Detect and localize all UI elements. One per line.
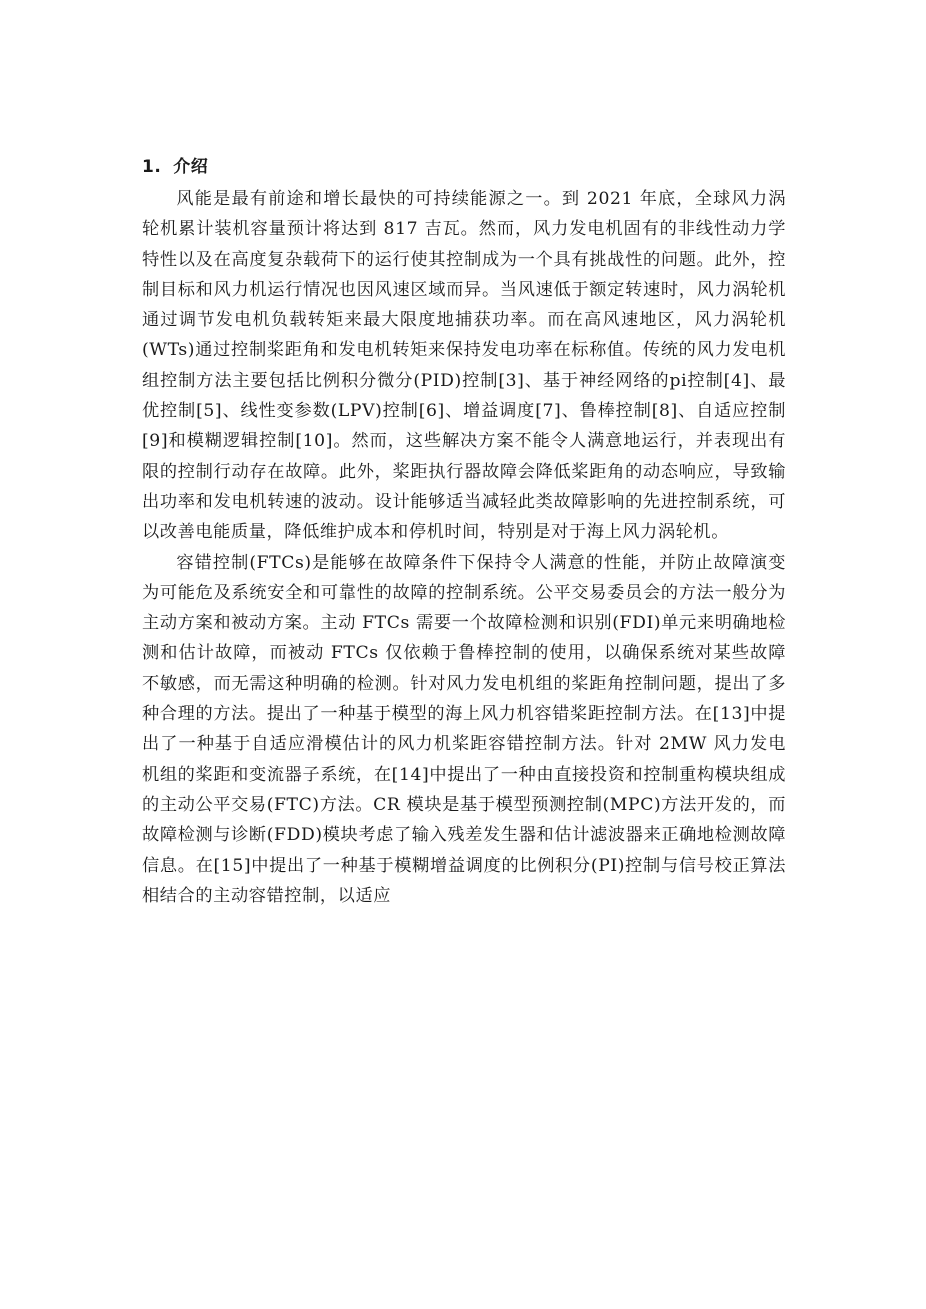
section-heading — [142, 150, 786, 184]
section-title: 介绍 — [173, 157, 209, 177]
paragraph-intro-wind-energy: 风能是最有前途和增长最快的可持续能源之一。到 2021 年底，全球风力涡轮机累计装机容量预计将达到 817 吉瓦。然而，风力发电机固有的非线性动力学特性以及在高度复杂载荷下的运行使其控制成为一个具有挑战性的问题。此外，控制目标和风力机运行情况也因风速区域而异。当风速低于额定转速时，风力涡轮机通过调节发电机负载转矩来最大限度地捕获功率。而在高风速地区，风力涡轮机(WTs)通过控制桨距角和发电机转矩来保持发电功率在标称值。传统的风力发电机组控制方法主要包括比例积分微分(PID)控制[3]、基于神经网络的pi控制[4]、最优控制[5]、线性变参数(LPV)控制[6]、增益调度[7]、鲁棒控制[8]、自适应控制[9]和模糊逻辑控制[10]。然而，这些解决方案不能令人满意地运行，并表现出有限的控制行动存在故障。此外，桨距执行器故障会降低桨距角的动态响应，导致输出功率和发电机转速的波动。设计能够适当减轻此类故障影响的先进控制系统，可以改善电能质量，降低维护成本和停机时间，特别是对于海上风力涡轮机。 — [142, 189, 786, 543]
section-number: 1. — [142, 157, 162, 177]
page-content — [142, 150, 786, 911]
paragraph-fault-tolerant-control: 容错控制(FTCs)是能够在故障条件下保持令人满意的性能，并防止故障演变为可能危及系统安全和可靠性的故障的控制系统。公平交易委员会的方法一般分为主动方案和被动方案。主动 FTCs 需要一个故障检测和识别(FDI)单元来明确地检测和估计故障，而被动 FTCs 仅依赖于鲁棒控制的使用，以确保系统对某些故障不敏感，而无需这种明确的检测。针对风力发电机组的桨距角控制问题，提出了多种合理的方法。提出了一种基于模型的海上风力机容错桨距控制方法。在[13]中提出了一种基于自适应滑模估计的风力机桨距容错控制方法。针对 2MW 风力发电机组的桨距和变流器子系统，在[14]中提出了一种由直接投资和控制重构模块组成的主动公平交易(FTC)方法。CR 模块是基于模型预测控制(MPC)方法开发的，而故障检测与诊断(FDD)模块考虑了输入残差发生器和估计滤波器来正确地检测故障信息。在[15]中提出了一种基于模糊增益调度的比例积分(PI)控制与信号校正算法相结合的主动容错控制，以适应 — [142, 552, 786, 906]
